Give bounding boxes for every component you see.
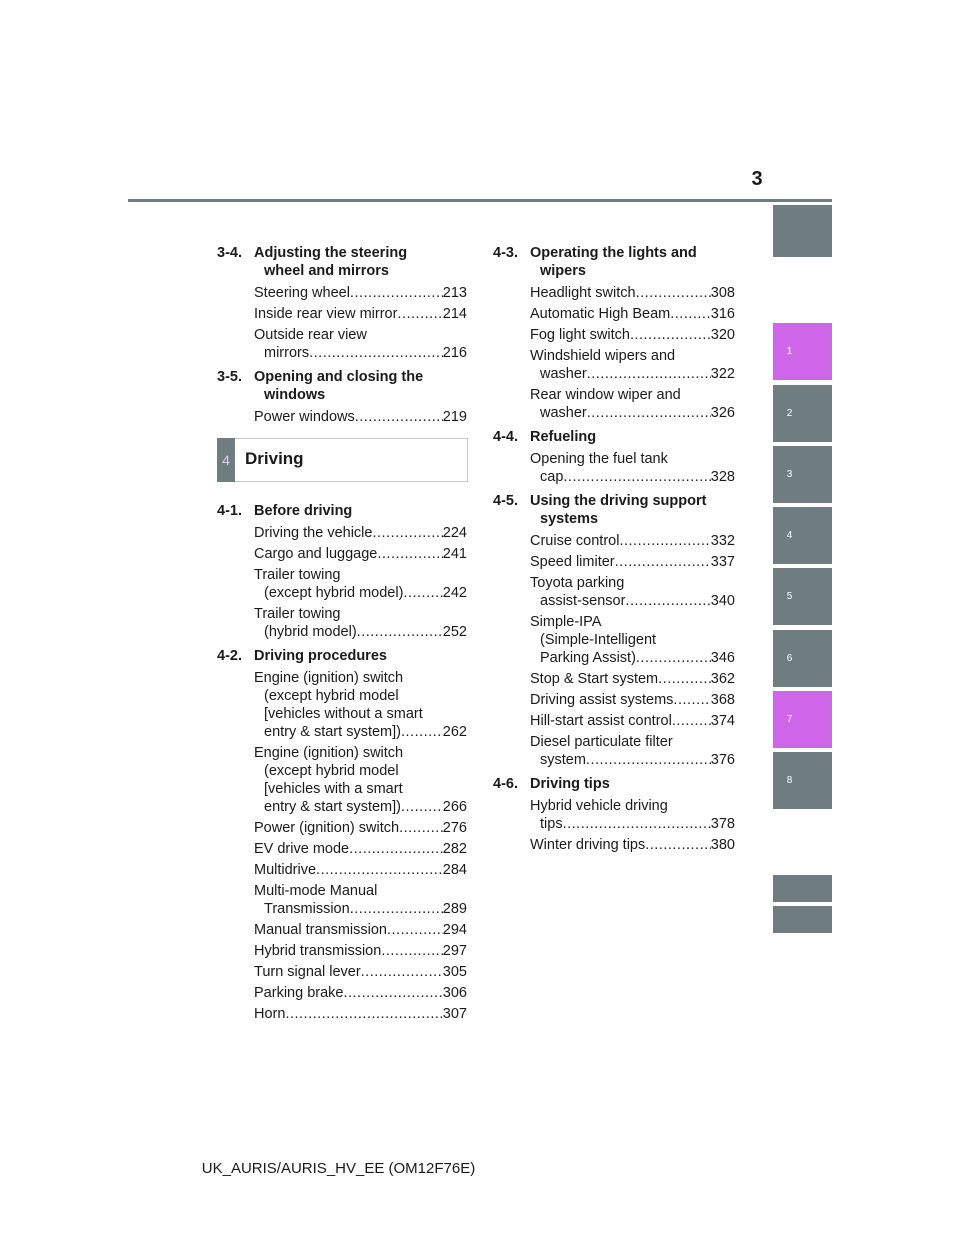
section-number: 4-4. bbox=[493, 429, 518, 445]
side-tab-2[interactable] bbox=[773, 385, 832, 442]
entry-title-cont: tips bbox=[540, 816, 563, 832]
entry-title: Power (ignition) switch bbox=[254, 820, 400, 836]
leader-dots bbox=[397, 305, 442, 323]
entry-title: Automatic High Beam bbox=[530, 306, 671, 322]
entry-page: 332 bbox=[710, 533, 735, 549]
entry-page: 337 bbox=[710, 554, 735, 570]
entry-title: Simple-IPA bbox=[530, 614, 602, 630]
entry-title: Headlight switch bbox=[530, 285, 636, 301]
section-title-cont: wipers bbox=[540, 263, 586, 279]
leader-dots bbox=[630, 326, 711, 344]
entry-page: 276 bbox=[442, 820, 467, 836]
leader-dots bbox=[350, 284, 443, 302]
entry-title-cont: mirrors bbox=[264, 345, 310, 361]
page-number: 3 bbox=[751, 168, 763, 190]
section-title: Before driving bbox=[254, 503, 353, 519]
entry-page: 316 bbox=[710, 306, 735, 322]
entry-title-cont: (except hybrid model bbox=[264, 763, 399, 779]
leader-dots bbox=[349, 840, 443, 858]
entry-title-cont: (except hybrid model) bbox=[264, 585, 404, 601]
entry-title-cont: assist-sensor bbox=[540, 593, 626, 609]
toc-entry-hybrid-transmission[interactable] bbox=[254, 942, 467, 960]
entry-title: Trailer towing bbox=[254, 606, 341, 622]
entry-page: 320 bbox=[710, 327, 735, 343]
leader-dots bbox=[563, 815, 711, 833]
entry-title: Engine (ignition) switch bbox=[254, 745, 404, 761]
section-number: 4-2. bbox=[217, 648, 242, 664]
leader-dots bbox=[673, 691, 710, 709]
side-tab-label: 1 bbox=[786, 346, 793, 357]
leader-dots bbox=[615, 553, 711, 571]
toc-entry-ev-mode[interactable] bbox=[254, 840, 467, 858]
toc-entry-outside-mirrors[interactable] bbox=[254, 326, 467, 362]
entry-title: Outside rear view bbox=[254, 327, 367, 343]
chapter-4-banner[interactable] bbox=[217, 438, 468, 482]
entry-page: 307 bbox=[442, 1006, 467, 1022]
chapter-title: Driving bbox=[245, 449, 304, 468]
toc-entry-driving-vehicle[interactable] bbox=[254, 524, 467, 542]
entry-title-cont: Parking Assist) bbox=[540, 650, 636, 666]
entry-title: Winter driving tips bbox=[530, 837, 646, 853]
document-code-footer: UK_AURIS/AURIS_HV_EE (OM12F76E) bbox=[201, 1160, 476, 1177]
section-title-cont: systems bbox=[540, 511, 599, 527]
side-tab-blank-top[interactable] bbox=[773, 205, 832, 257]
section-number: 3-4. bbox=[217, 245, 242, 261]
entry-title-cont: (except hybrid model bbox=[264, 688, 399, 704]
entry-title: Cargo and luggage bbox=[254, 546, 378, 562]
entry-title: Diesel particulate filter bbox=[530, 734, 673, 750]
entry-page: 374 bbox=[710, 713, 735, 729]
toc-left-column bbox=[217, 238, 467, 1026]
entry-title: Hill-start assist control bbox=[530, 713, 672, 729]
leader-dots bbox=[587, 404, 711, 422]
side-tab-6[interactable] bbox=[773, 630, 832, 687]
leader-dots bbox=[401, 798, 443, 816]
entry-title-cont: washer bbox=[540, 366, 587, 382]
toc-entry-mmt[interactable] bbox=[254, 882, 467, 918]
entry-title: Rear window wiper and bbox=[530, 387, 681, 403]
side-tab-7[interactable] bbox=[773, 691, 832, 748]
entry-title: Driving assist systems bbox=[530, 692, 674, 708]
section-number: 4-5. bbox=[493, 493, 518, 509]
entry-page: 241 bbox=[442, 546, 467, 562]
entry-page: 262 bbox=[442, 724, 467, 740]
leader-dots bbox=[372, 524, 442, 542]
entry-page: 216 bbox=[442, 345, 467, 361]
leader-dots bbox=[625, 592, 710, 610]
entry-page: 266 bbox=[442, 799, 467, 815]
toc-entry-steering-wheel[interactable] bbox=[254, 284, 467, 302]
toc-entry-power-switch[interactable] bbox=[254, 819, 467, 837]
leader-dots bbox=[586, 751, 711, 769]
entry-page: 376 bbox=[710, 752, 735, 768]
entry-title: Opening the fuel tank bbox=[530, 451, 668, 467]
entry-page: 328 bbox=[710, 469, 735, 485]
leader-dots bbox=[636, 284, 711, 302]
leader-dots bbox=[403, 584, 442, 602]
side-tab-label: 2 bbox=[786, 408, 793, 419]
entry-title-cont: [vehicles with a smart bbox=[264, 781, 403, 797]
leader-dots bbox=[350, 900, 443, 918]
section-4-2-heading[interactable] bbox=[217, 647, 467, 665]
entry-page: 297 bbox=[442, 943, 467, 959]
side-tab-1[interactable] bbox=[773, 323, 832, 380]
leader-dots bbox=[285, 1005, 442, 1023]
section-title: Opening and closing the bbox=[254, 369, 424, 385]
entry-page: 282 bbox=[442, 841, 467, 857]
entry-title: Hybrid transmission bbox=[254, 943, 382, 959]
leader-dots bbox=[343, 984, 442, 1002]
chapter-number-tab: 4 bbox=[217, 438, 235, 482]
toc-entry-rear-wiper[interactable] bbox=[530, 386, 735, 422]
entry-page: 326 bbox=[710, 405, 735, 421]
entry-title-cont: washer bbox=[540, 405, 587, 421]
side-tab-blank-bottom-2[interactable] bbox=[773, 906, 832, 933]
toc-entry-parking-assist[interactable] bbox=[530, 574, 735, 610]
section-title: Refueling bbox=[530, 429, 597, 445]
section-3-4-heading[interactable] bbox=[217, 244, 467, 280]
toc-entry-power-windows[interactable] bbox=[254, 408, 467, 426]
leader-dots bbox=[387, 921, 443, 939]
entry-title: Multidrive bbox=[254, 862, 317, 878]
toc-entry-trailer-hybrid[interactable] bbox=[254, 605, 467, 641]
toc-entry-fog-light[interactable] bbox=[530, 326, 735, 344]
toc-entry-cargo[interactable] bbox=[254, 545, 467, 563]
toc-entry-trailer-nonhybrid[interactable] bbox=[254, 566, 467, 602]
section-4-1-heading[interactable] bbox=[217, 502, 467, 520]
entry-page: 380 bbox=[710, 837, 735, 853]
entry-title: Cruise control bbox=[530, 533, 620, 549]
side-tab-4[interactable] bbox=[773, 507, 832, 564]
entry-title-cont: [vehicles without a smart bbox=[264, 706, 423, 722]
leader-dots bbox=[636, 649, 711, 667]
entry-title: Speed limiter bbox=[530, 554, 615, 570]
toc-entry-windshield-wipers[interactable] bbox=[530, 347, 735, 383]
toc-entry-multidrive[interactable] bbox=[254, 861, 467, 879]
section-title: Operating the lights and bbox=[530, 245, 697, 261]
toc-entry-parking-brake[interactable] bbox=[254, 984, 467, 1002]
entry-title: Multi-mode Manual bbox=[254, 883, 378, 899]
entry-page: 294 bbox=[442, 922, 467, 938]
leader-dots bbox=[619, 532, 710, 550]
toc-entry-turn-signal[interactable] bbox=[254, 963, 467, 981]
section-title-cont: wheel and mirrors bbox=[264, 263, 389, 279]
entry-title: Inside rear view mirror bbox=[254, 306, 398, 322]
section-title: Driving procedures bbox=[254, 648, 387, 664]
entry-title-cont: (Simple-Intelligent bbox=[540, 632, 657, 648]
entry-page: 378 bbox=[710, 816, 735, 832]
entry-title: Stop & Start system bbox=[530, 671, 659, 687]
entry-page: 214 bbox=[442, 306, 467, 322]
entry-title: Hybrid vehicle driving bbox=[530, 798, 668, 814]
section-title: Adjusting the steering bbox=[254, 245, 408, 261]
leader-dots bbox=[399, 819, 443, 837]
toc-entry-speed-limiter[interactable] bbox=[530, 553, 735, 571]
toc-right-column bbox=[493, 238, 735, 857]
entry-title-cont: (hybrid model) bbox=[264, 624, 357, 640]
header-rule bbox=[128, 199, 832, 202]
entry-page: 322 bbox=[710, 366, 735, 382]
section-3-5-heading[interactable] bbox=[217, 368, 467, 404]
side-tab-5[interactable] bbox=[773, 568, 832, 625]
section-number: 4-3. bbox=[493, 245, 518, 261]
entry-title: Windshield wipers and bbox=[530, 348, 676, 364]
entry-page: 284 bbox=[442, 862, 467, 878]
entry-page: 368 bbox=[710, 692, 735, 708]
entry-page: 308 bbox=[710, 285, 735, 301]
leader-dots bbox=[377, 545, 442, 563]
leader-dots bbox=[672, 712, 711, 730]
toc-entry-inside-mirror[interactable] bbox=[254, 305, 467, 323]
toc-entry-horn[interactable] bbox=[254, 1005, 467, 1023]
section-title-cont: windows bbox=[264, 387, 326, 403]
side-tab-label: 6 bbox=[786, 653, 793, 664]
section-number: 4-1. bbox=[217, 503, 242, 519]
entry-title: Parking brake bbox=[254, 985, 344, 1001]
side-tab-8[interactable] bbox=[773, 752, 832, 809]
entry-title-cont: entry & start system]) bbox=[264, 799, 401, 815]
entry-page: 242 bbox=[442, 585, 467, 601]
section-4-5-heading[interactable] bbox=[493, 492, 735, 528]
entry-page: 305 bbox=[442, 964, 467, 980]
entry-title: Fog light switch bbox=[530, 327, 630, 343]
entry-title: Toyota parking bbox=[530, 575, 625, 591]
section-title: Using the driving support bbox=[530, 493, 707, 509]
entry-page: 213 bbox=[442, 285, 467, 301]
section-number: 4-6. bbox=[493, 776, 518, 792]
entry-page: 219 bbox=[442, 409, 467, 425]
entry-title: EV drive mode bbox=[254, 841, 350, 857]
entry-title: Turn signal lever bbox=[254, 964, 361, 980]
side-tab-label: 7 bbox=[786, 714, 793, 725]
side-tab-blank-bottom-1[interactable] bbox=[773, 875, 832, 902]
toc-entry-fuel-tank[interactable] bbox=[530, 450, 735, 486]
side-tab-label: 8 bbox=[786, 775, 793, 786]
section-title: Driving tips bbox=[530, 776, 610, 792]
entry-title: Driving the vehicle bbox=[254, 525, 373, 541]
leader-dots bbox=[309, 344, 443, 362]
toc-entry-stop-start[interactable] bbox=[530, 670, 735, 688]
toc-entry-winter-tips[interactable] bbox=[530, 836, 735, 854]
side-tab-3[interactable] bbox=[773, 446, 832, 503]
leader-dots bbox=[381, 942, 442, 960]
entry-page: 252 bbox=[442, 624, 467, 640]
entry-title: Manual transmission bbox=[254, 922, 387, 938]
section-number: 3-5. bbox=[217, 369, 242, 385]
side-tab-label: 3 bbox=[786, 469, 793, 480]
toc-entry-manual-transmission[interactable] bbox=[254, 921, 467, 939]
entry-page: 362 bbox=[710, 671, 735, 687]
leader-dots bbox=[401, 723, 443, 741]
entry-title: Trailer towing bbox=[254, 567, 341, 583]
entry-page: 346 bbox=[710, 650, 735, 666]
entry-title-cont: system bbox=[540, 752, 586, 768]
entry-page: 224 bbox=[442, 525, 467, 541]
toc-entry-headlight[interactable] bbox=[530, 284, 735, 302]
toc-entry-driving-assist[interactable] bbox=[530, 691, 735, 709]
leader-dots bbox=[357, 623, 443, 641]
side-tab-label: 5 bbox=[786, 591, 793, 602]
section-4-4-heading[interactable] bbox=[493, 428, 735, 446]
leader-dots bbox=[645, 836, 711, 854]
leader-dots bbox=[658, 670, 711, 688]
entry-title: Horn bbox=[254, 1006, 286, 1022]
entry-title-cont: entry & start system]) bbox=[264, 724, 401, 740]
leader-dots bbox=[355, 408, 443, 426]
section-4-3-heading[interactable] bbox=[493, 244, 735, 280]
entry-title: Engine (ignition) switch bbox=[254, 670, 404, 686]
toc-entry-hybrid-tips[interactable] bbox=[530, 797, 735, 833]
entry-page: 306 bbox=[442, 985, 467, 1001]
toc-entry-simple-ipa[interactable] bbox=[530, 613, 735, 667]
toc-entry-cruise-control[interactable] bbox=[530, 532, 735, 550]
toc-entry-auto-high-beam[interactable] bbox=[530, 305, 735, 323]
toc-entry-dpf[interactable] bbox=[530, 733, 735, 769]
leader-dots bbox=[361, 963, 443, 981]
toc-entry-hill-start[interactable] bbox=[530, 712, 735, 730]
side-tab-label: 4 bbox=[786, 530, 793, 541]
leader-dots bbox=[587, 365, 711, 383]
toc-entry-engine-switch-with-smart[interactable] bbox=[254, 744, 467, 816]
entry-title-cont: cap bbox=[540, 469, 564, 485]
entry-title: Power windows bbox=[254, 409, 355, 425]
toc-entry-engine-switch-without-smart[interactable] bbox=[254, 669, 467, 741]
leader-dots bbox=[563, 468, 710, 486]
leader-dots bbox=[316, 861, 443, 879]
entry-page: 289 bbox=[442, 901, 467, 917]
leader-dots bbox=[670, 305, 711, 323]
entry-page: 340 bbox=[710, 593, 735, 609]
entry-title-cont: Transmission bbox=[264, 901, 350, 917]
section-4-6-heading[interactable] bbox=[493, 775, 735, 793]
entry-title: Steering wheel bbox=[254, 285, 350, 301]
